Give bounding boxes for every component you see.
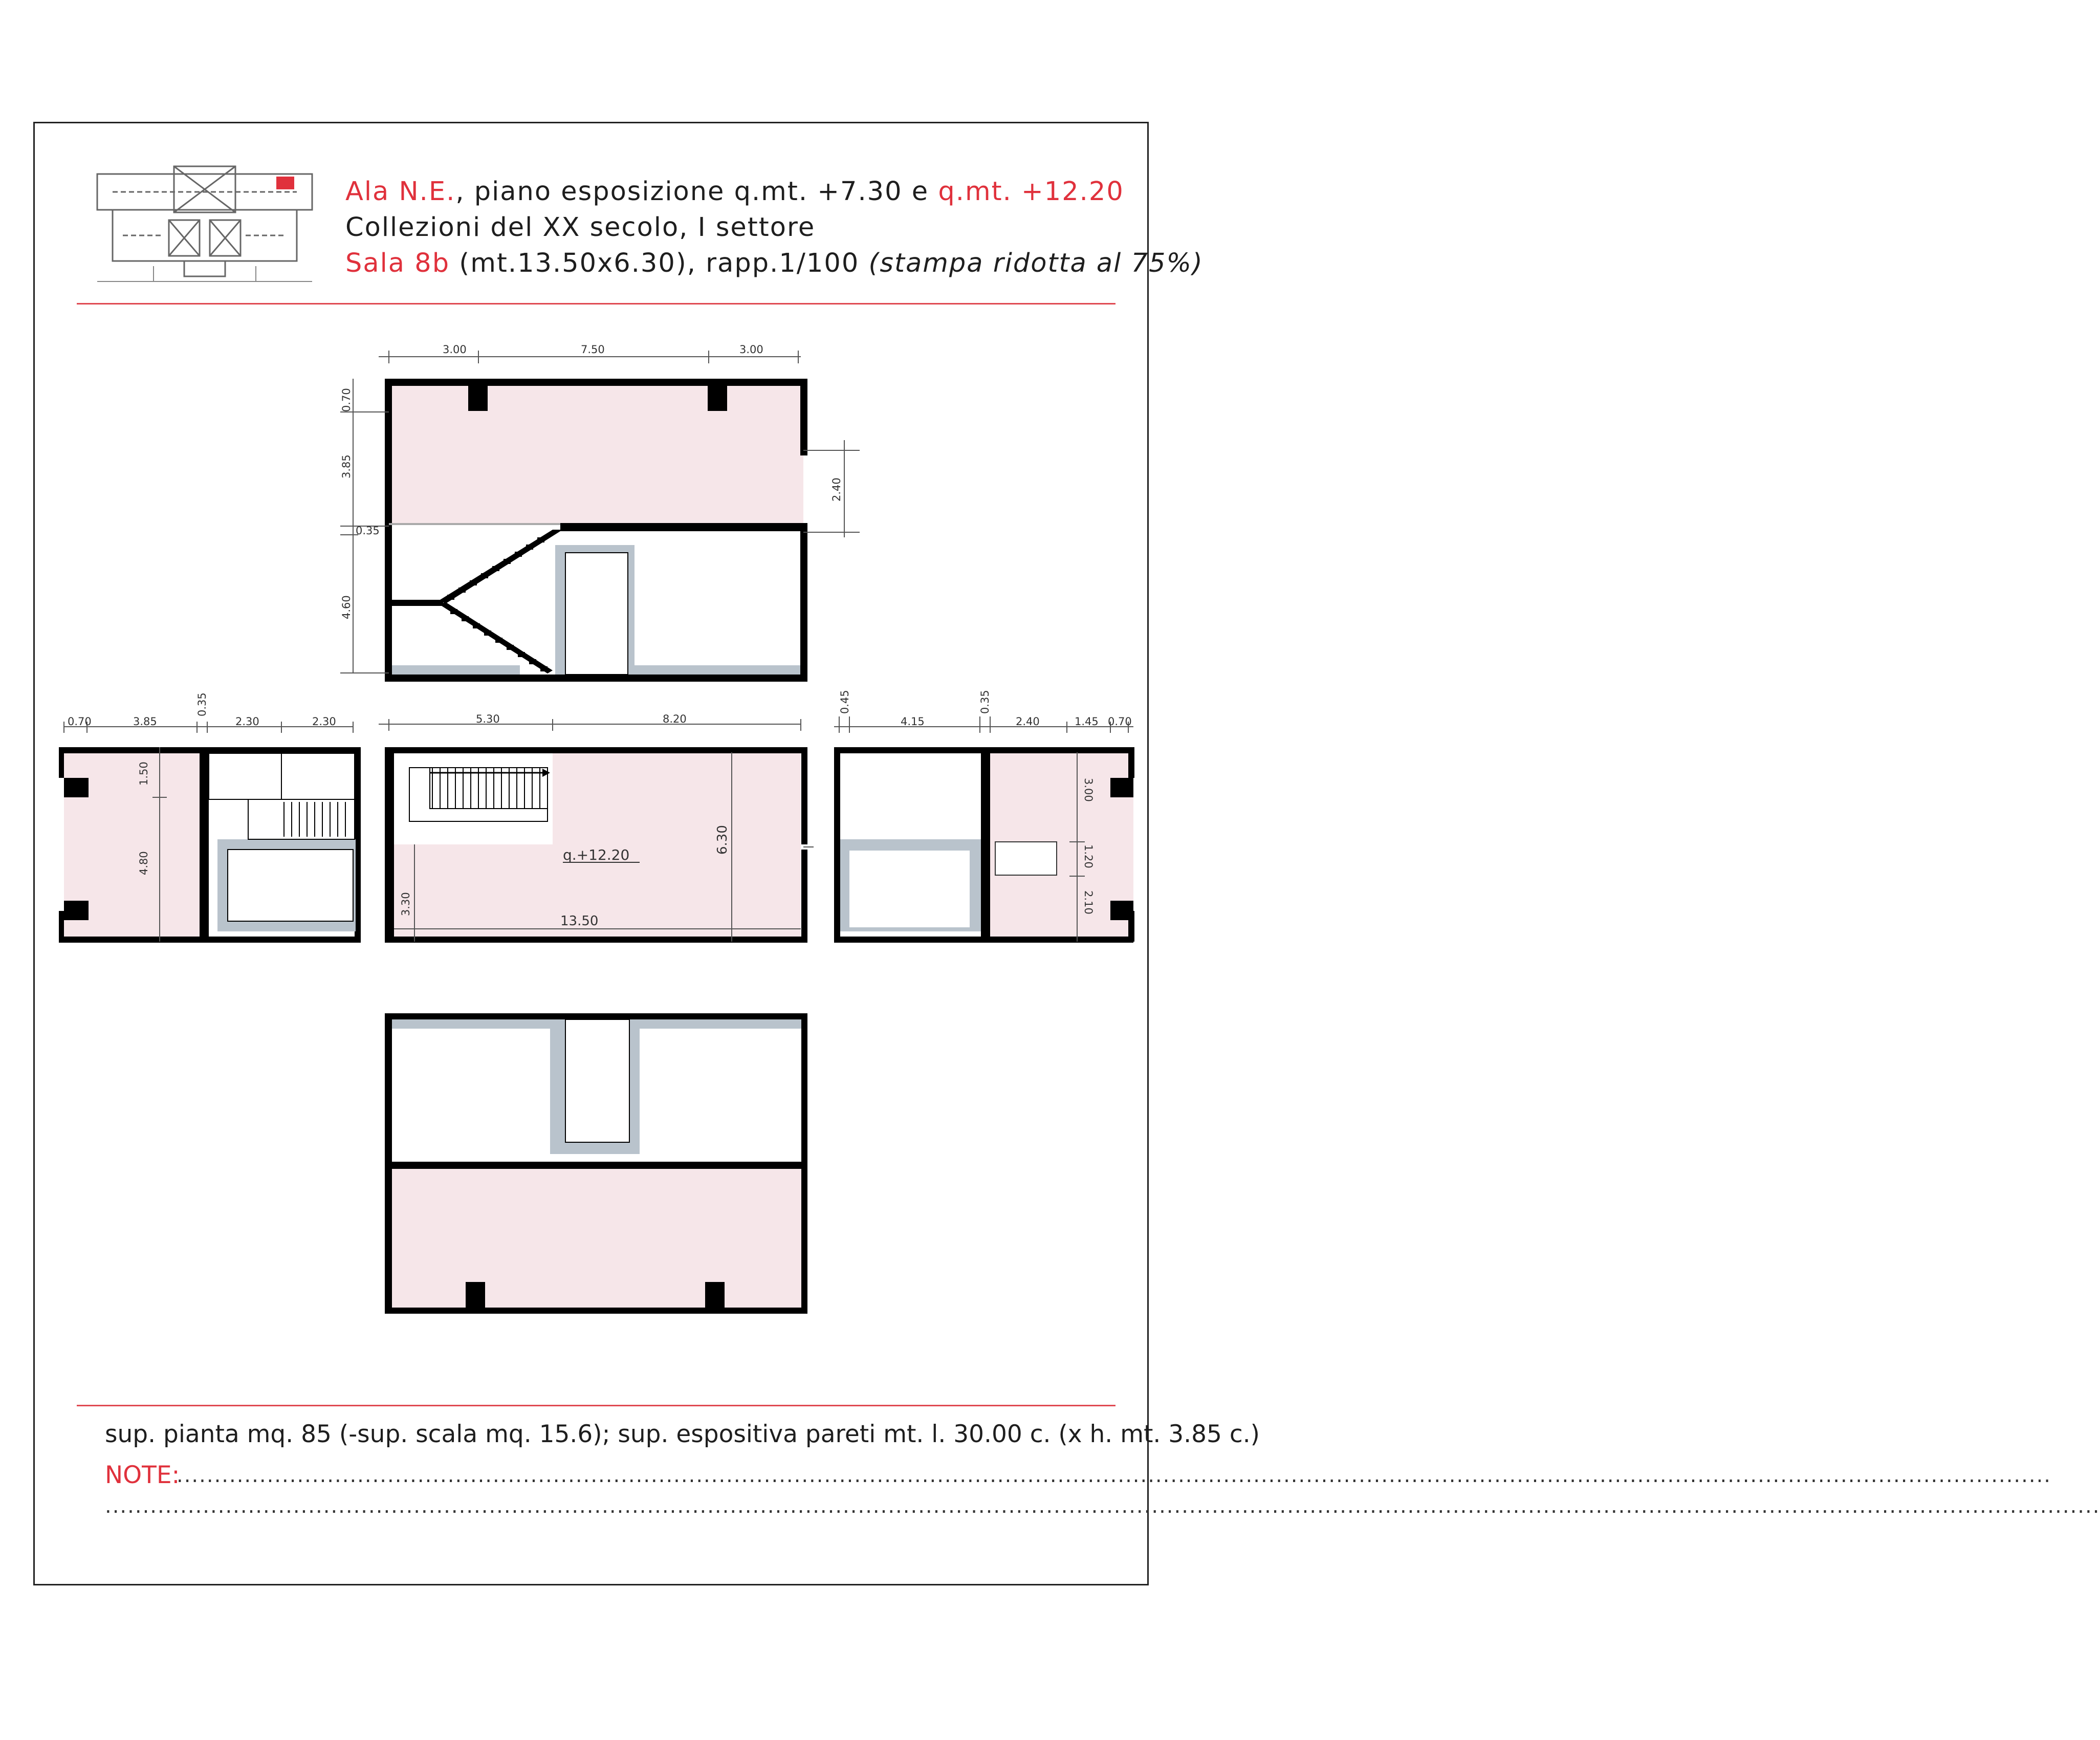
- stair-step: [540, 666, 548, 671]
- dim-ce-h2: 3.30: [400, 892, 412, 916]
- stair-step: [518, 652, 525, 657]
- dim-re-v2: 1.20: [1082, 844, 1095, 868]
- dim-re-4: 2.40: [1016, 715, 1040, 728]
- dim-ce-1: 5.30: [476, 713, 500, 725]
- stair-step: [462, 616, 469, 621]
- dim-re-6: 0.70: [1108, 715, 1132, 728]
- dim-top-1: 3.00: [443, 343, 467, 356]
- stair-step: [447, 595, 454, 600]
- bottom-plan: [385, 1013, 807, 1314]
- stair-step: [515, 552, 522, 557]
- stair-step: [537, 537, 544, 542]
- sala-label: Sala 8b: [345, 248, 450, 278]
- stair-step: [504, 559, 511, 564]
- dim-ce-w: 13.50: [560, 913, 599, 929]
- dim-le-5: 2.30: [312, 715, 336, 728]
- dim-re-5: 1.45: [1075, 715, 1099, 728]
- top-plan: [292, 343, 860, 682]
- note-label: NOTE:: [105, 1461, 180, 1489]
- dim-le-v2: 4.80: [138, 851, 150, 875]
- dim-le-1: 0.70: [68, 715, 92, 728]
- dim-re-v3: 2.10: [1082, 890, 1095, 915]
- note-line-1: .........................................................................................................................................................................................................................................................: [177, 1464, 2051, 1487]
- stair-step: [492, 566, 499, 571]
- dim-left-3: 0.35: [356, 525, 380, 537]
- stair-step: [529, 659, 536, 664]
- left-elevation: [59, 692, 361, 943]
- stair-step: [473, 623, 480, 628]
- dim-left-1: 0.70: [340, 388, 353, 412]
- stair-step: [507, 645, 514, 650]
- center-elevation: [379, 713, 814, 943]
- dim-le-2: 3.85: [133, 715, 157, 728]
- header-line-2: Collezioni del XX secolo, I settore: [345, 212, 816, 243]
- stair-step: [526, 545, 533, 550]
- footer-rule: [77, 1405, 1115, 1406]
- dim-le-3: 0.35: [196, 692, 208, 716]
- stair-step: [481, 573, 488, 578]
- surface-summary: sup. pianta mq. 85 (-sup. scala mq. 15.6); sup. espositiva pareti mt. l. 30.00 c. (x h. mt. 3.85 c.): [105, 1420, 1260, 1448]
- right-elevation: [834, 690, 1134, 943]
- dim-top-2: 7.50: [581, 343, 605, 356]
- stair-step: [450, 609, 457, 614]
- dim-le-v1: 1.50: [138, 762, 150, 786]
- dim-left-2: 3.85: [340, 454, 353, 478]
- header-text: , piano esposizione q.mt. +7.30 e: [455, 177, 938, 207]
- stair-step: [470, 580, 477, 585]
- dim-le-4: 2.30: [235, 715, 259, 728]
- dim-re-v1: 3.00: [1082, 778, 1095, 802]
- stair-step: [484, 630, 491, 636]
- stair-step: [495, 638, 502, 643]
- dim-top-3: 3.00: [739, 343, 763, 356]
- quota-label: q.mt. +12.20: [938, 177, 1124, 207]
- dim-ce-2: 8.20: [663, 713, 687, 725]
- print-note: (stampa ridotta al 75%): [868, 248, 1204, 278]
- sala-dimensions: (mt.13.50x6.30), rapp.1/100: [450, 248, 869, 278]
- note-line-2: .........................................................................................................................................................................................................................................................................: [105, 1494, 2100, 1518]
- dim-re-2: 4.15: [901, 715, 925, 728]
- dim-re-1: 0.45: [839, 690, 851, 714]
- dim-left-4: 4.60: [340, 595, 353, 619]
- ala-label: Ala N.E.: [345, 177, 456, 207]
- stair-step: [458, 588, 466, 593]
- dim-ce-h: 6.30: [715, 825, 730, 855]
- quota-label-center: q.+12.20: [563, 846, 630, 863]
- dim-re-3: 0.35: [979, 690, 991, 714]
- dim-door: 2.40: [830, 477, 843, 502]
